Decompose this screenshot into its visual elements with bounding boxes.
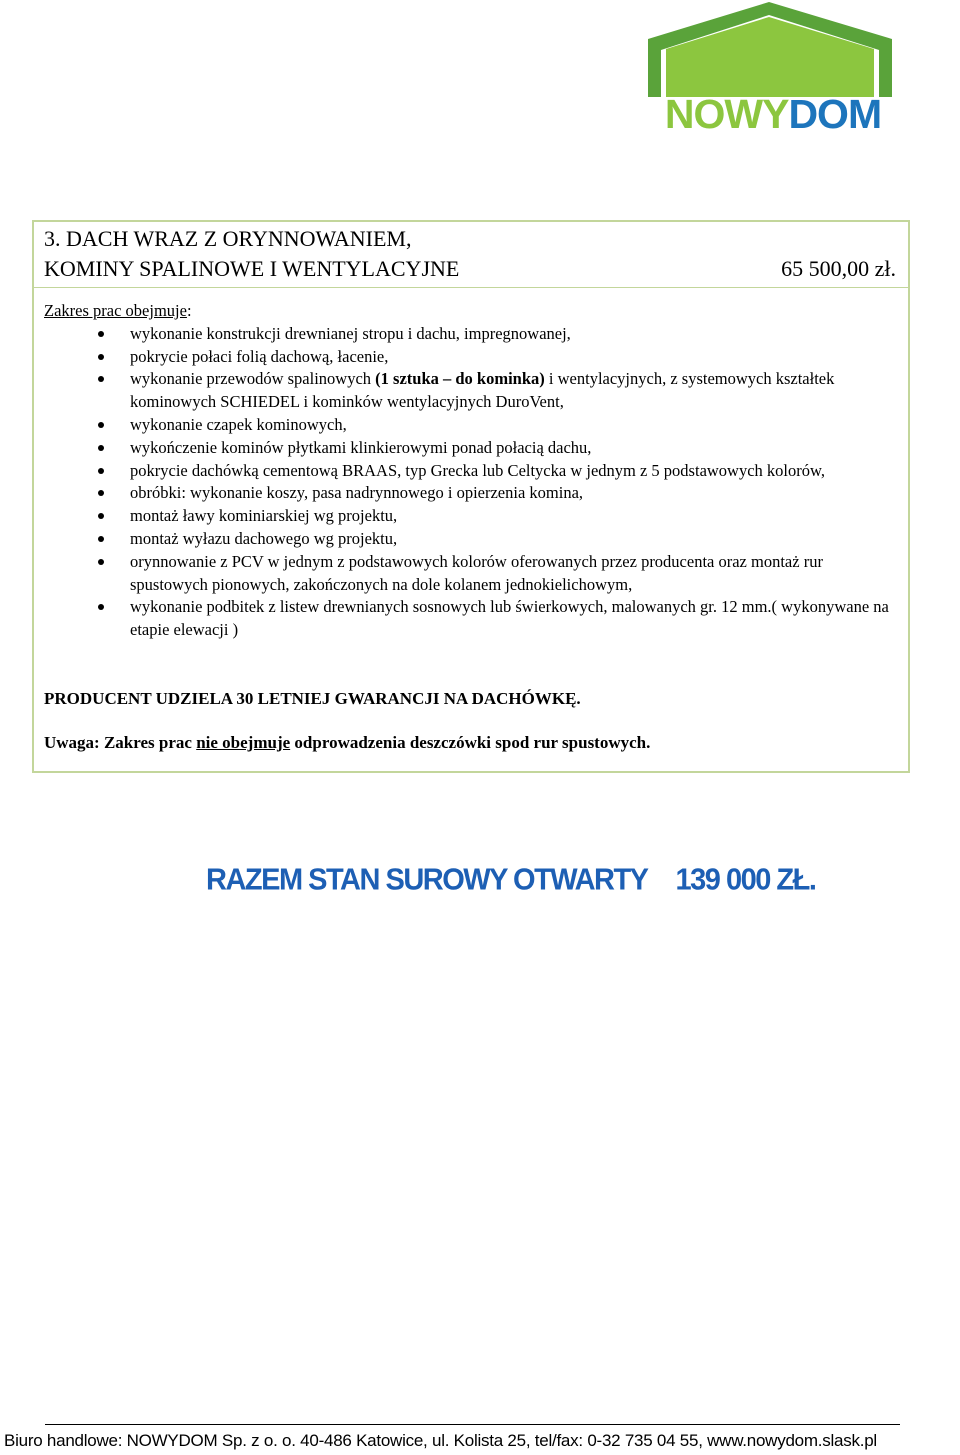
total-summary — [206, 863, 815, 898]
bullet-icon — [98, 536, 104, 542]
list-item: orynnowanie z PCV w jednym z podstawowych kolorów oferowanych przez producenta oraz montaż rur spustowych pionowych, zakończonych na dole kolanem jednokielichowym, — [44, 551, 904, 597]
bullet-icon — [98, 513, 104, 519]
footer-divider — [45, 1424, 900, 1425]
section-divider — [34, 287, 908, 288]
logo-text-dom: DOM — [788, 91, 882, 137]
list-item: pokrycie połaci folią dachową, łacenie, — [44, 346, 904, 369]
bullet-icon — [98, 376, 104, 382]
bullet-icon — [98, 490, 104, 496]
section-header — [44, 224, 902, 284]
roof-section-box — [32, 220, 910, 773]
section-price: 65 500,00 zł. — [781, 256, 896, 281]
note — [44, 733, 650, 753]
house-roof-icon — [648, 2, 898, 97]
scope-title-colon: : — [186, 301, 192, 320]
bullet-icon — [98, 604, 104, 610]
bullet-icon — [98, 445, 104, 451]
list-item: wykończenie kominów płytkami klinkierowymi ponad połacią dachu, — [44, 437, 904, 460]
list-item: obróbki: wykonanie koszy, pasa nadrynnowego i opierzenia komina, — [44, 482, 904, 505]
note-suffix: odprowadzenia deszczówki spod rur spustowych. — [290, 733, 651, 752]
item-bold-fragment: (1 sztuka – do kominka) — [375, 369, 545, 389]
scope-list — [44, 323, 904, 642]
note-prefix: Uwaga: Zakres prac — [44, 733, 197, 752]
list-item: wykonanie konstrukcji drewnianej stropu i dachu, impregnowanej, — [44, 323, 904, 346]
bullet-icon — [98, 559, 104, 565]
bullet-icon — [98, 331, 104, 337]
logo-text-nowy: NOWY — [664, 91, 789, 137]
list-item: wykonanie podbitek z listew drewnianych sosnowych lub świerkowych, malowanych gr. 12 mm.( wykonywane na etapie elewacji ) — [44, 596, 904, 642]
bullet-icon — [98, 354, 104, 360]
scope-title-text: Zakres prac obejmuje — [44, 301, 187, 320]
company-logo — [648, 2, 898, 137]
list-item: montaż wyłazu dachowego wg projektu, — [44, 528, 904, 551]
logo-wordmark — [650, 92, 896, 136]
note-underlined: nie obejmuje — [196, 733, 291, 752]
footer-contact: Biuro handlowe: NOWYDOM Sp. z o. o. 40-486 Katowice, ul. Kolista 25, tel/fax: 0-32 735 04 55, www.nowydom.slask.pl — [4, 1431, 877, 1450]
list-item: montaż ławy kominiarskiej wg projektu, — [44, 505, 904, 528]
bullet-icon — [98, 422, 104, 428]
section-title-line1: 3. DACH WRAZ Z ORYNNOWANIEM, — [44, 226, 412, 251]
list-item: wykonanie przewodów spalinowych (1 sztuka – do kominka) i wentylacyjnych, z systemowych kształtek kominowych SCHIEDEL i kominków wentylacyjnych DuroVent, — [44, 368, 904, 414]
list-item: pokrycie dachówką cementową BRAAS, typ Grecka lub Celtycka w jednym z 5 podstawowych kolorów, — [44, 460, 904, 483]
total-label: RAZEM STAN SUROWY OTWARTY — [206, 863, 648, 897]
scope-title — [44, 300, 904, 323]
section-title-line2: KOMINY SPALINOWE I WENTYLACYJNE — [44, 256, 460, 281]
guarantee-statement: PRODUCENT UDZIELA 30 LETNIEJ GWARANCJI NA DACHÓWKĘ. — [44, 689, 581, 708]
list-item: wykonanie czapek kominowych, — [44, 414, 904, 437]
total-amount: 139 000 ZŁ. — [675, 863, 816, 897]
scope-of-work — [44, 300, 904, 642]
bullet-icon — [98, 468, 104, 474]
